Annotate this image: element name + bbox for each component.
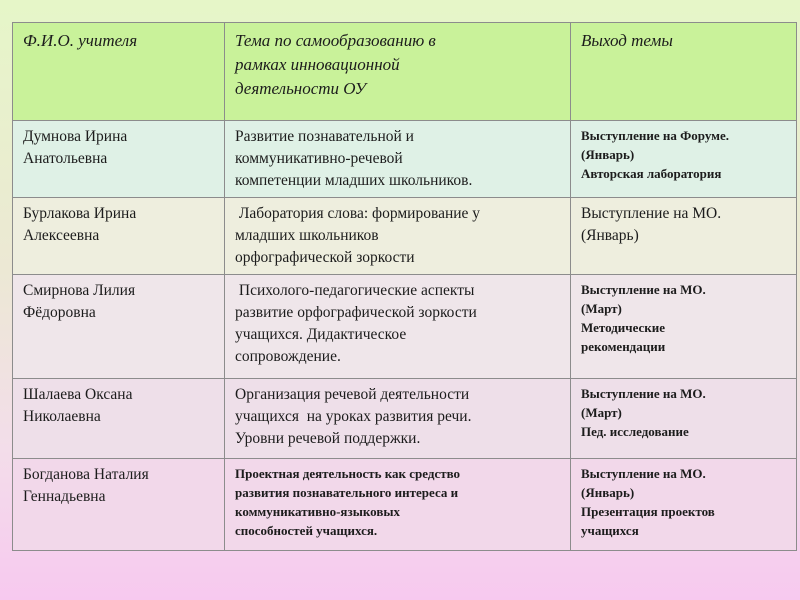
output-line: Выступление на МО. xyxy=(581,282,706,297)
topic-line: развития познавательного интереса и xyxy=(235,485,459,500)
topic-line: Развитие познавательной и xyxy=(235,128,414,145)
teacher-name-cell xyxy=(13,459,225,551)
output-line: рекомендации xyxy=(581,339,666,354)
header-topic xyxy=(225,23,571,121)
topic-line: сопровождение. xyxy=(235,348,341,365)
teacher-name-cell xyxy=(13,198,225,275)
output-line: учащихся xyxy=(581,523,639,538)
teacher-name-line: Николаевна xyxy=(23,408,101,425)
topic-line: учащихся. Дидактическое xyxy=(235,326,407,343)
header-topic-line: Тема по самообразованию в xyxy=(235,31,436,50)
topic-line: Проектная деятельность как средство xyxy=(235,466,461,481)
output-cell xyxy=(571,379,797,459)
topic-line: орфографической зоркости xyxy=(235,249,415,266)
self-education-table xyxy=(12,22,797,551)
topic-line: Организация речевой деятельности xyxy=(235,386,470,403)
topic-line: коммуникативно-речевой xyxy=(235,150,403,167)
header-topic-line: деятельности ОУ xyxy=(235,79,367,98)
output-line: Авторская лаборатория xyxy=(581,166,722,181)
output-line: (Январь) xyxy=(581,147,635,162)
output-line: (Январь) xyxy=(581,485,635,500)
teacher-name-cell xyxy=(13,121,225,198)
topic-line: развитие орфографической зоркости xyxy=(235,304,477,321)
teacher-name-cell xyxy=(13,275,225,379)
table-header-row xyxy=(13,23,797,121)
output-line: (Март) xyxy=(581,405,622,420)
output-cell xyxy=(571,121,797,198)
output-line: Выступление на МО. xyxy=(581,205,722,222)
output-line: Пед. исследование xyxy=(581,424,689,439)
topic-line: Лаборатория слова: формирование у xyxy=(235,205,481,222)
teacher-name-cell xyxy=(13,379,225,459)
topic-line: компетенции младших школьников. xyxy=(235,172,473,189)
teacher-name-line: Алексеевна xyxy=(23,227,100,244)
table-row xyxy=(13,459,797,551)
header-output: Выход темы xyxy=(571,23,797,121)
topic-cell xyxy=(225,275,571,379)
table-row xyxy=(13,198,797,275)
topic-cell xyxy=(225,198,571,275)
teacher-name-line: Анатольевна xyxy=(23,150,108,167)
teacher-name-line: Фёдоровна xyxy=(23,304,96,321)
table-row xyxy=(13,121,797,198)
topic-line: Уровни речевой поддержки. xyxy=(235,430,421,447)
output-line: Презентация проектов xyxy=(581,504,715,519)
topic-cell xyxy=(225,379,571,459)
output-line: Выступление на Форуме. xyxy=(581,128,730,143)
teacher-name-line: Думнова Ирина xyxy=(23,128,128,145)
topic-line: учащихся на уроках развития речи. xyxy=(235,408,472,425)
table-row xyxy=(13,379,797,459)
topic-line: коммуникативно-языковых xyxy=(235,504,401,519)
topic-line: Психолого-педагогические аспекты xyxy=(235,282,475,299)
teacher-name-line: Геннадьевна xyxy=(23,488,106,505)
table-row xyxy=(13,275,797,379)
teacher-name-line: Богданова Наталия xyxy=(23,466,149,483)
output-line: Методические xyxy=(581,320,666,335)
teacher-name-line: Смирнова Лилия xyxy=(23,282,136,299)
output-line: Выступление на МО. xyxy=(581,386,706,401)
output-cell xyxy=(571,198,797,275)
output-cell xyxy=(571,459,797,551)
output-cell xyxy=(571,275,797,379)
header-name: Ф.И.О. учителя xyxy=(13,23,225,121)
output-line: Выступление на МО. xyxy=(581,466,706,481)
teacher-name-line: Бурлакова Ирина xyxy=(23,205,137,222)
topic-line: младших школьников xyxy=(235,227,379,244)
topic-line: способностей учащихся. xyxy=(235,523,378,538)
topic-cell xyxy=(225,459,571,551)
output-line: (Март) xyxy=(581,301,622,316)
topic-cell xyxy=(225,121,571,198)
teacher-name-line: Шалаева Оксана xyxy=(23,386,133,403)
header-topic-line: рамках инновационной xyxy=(235,55,400,74)
output-line: (Январь) xyxy=(581,227,639,244)
